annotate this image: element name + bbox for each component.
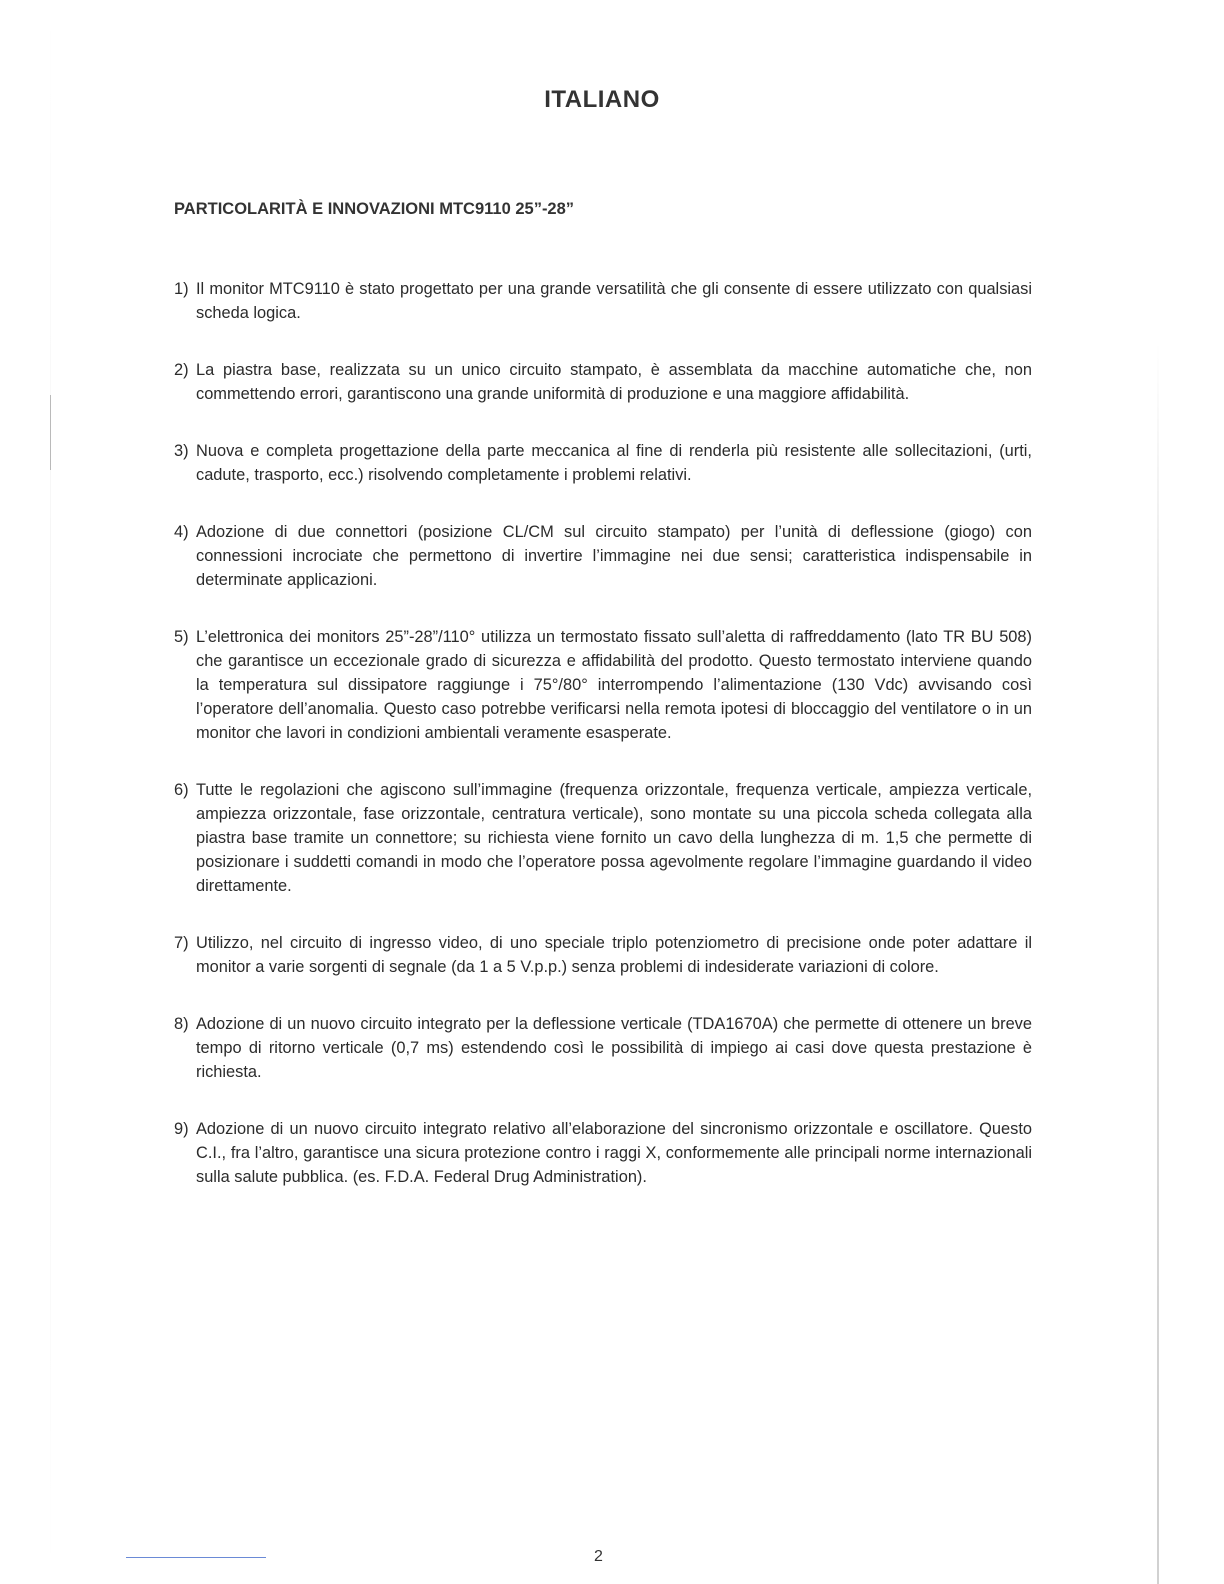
list-item [174,520,1032,592]
page-title: ITALIANO [544,86,660,113]
list-item [174,1012,1032,1084]
item-number: 9) [174,1120,189,1138]
item-number: 5) [174,628,189,646]
item-text: Nuova e completa progettazione della parte meccanica al fine di renderla più resistente alle sollecitazioni, (urti, cadute, trasporto, ecc.) risolvendo completamente i problemi relativi. [196,442,1032,484]
item-text: L’elettronica dei monitors 25”-28”/110° utilizza un termostato fissato sull’aletta di raffreddamento (lato TR BU 508) che garantisce un eccezionale grado di sicurezza e affidabilità del prodotto. Questo termostato interviene quando la temperatura sul dissipatore raggiunge i 75°/80° interrompendo l’alimentazione (130 Vdc) avvisando così l’operatore dell’anomalia. Questo caso potrebbe verificarsi nella remota ipotesi di bloccaggio del ventilatore o in un monitor che lavori in condizioni ambientali veramente esasperate. [196,628,1032,742]
item-text: Adozione di due connettori (posizione CL/CM sul circuito stampato) per l’unità di deflessione (giogo) con connessioni incrociate che permettono di invertire l’immagine nei due sensi; caratteristica indispensabile in determinate applicazioni. [196,523,1032,589]
item-number: 3) [174,442,189,460]
list-item [174,778,1032,898]
scan-mark-left [50,395,51,470]
item-text: Tutte le regolazioni che agiscono sull’immagine (frequenza orizzontale, frequenza verticale, ampiezza verticale, ampiezza orizzontale, fase orizzontale, centratura verticale), sono montate su una piccola scheda collegata alla piastra base tramite un connettore; su richiesta viene fornito un cavo della lunghezza di m. 1,5 che permette di posizionare i suddetti comandi in modo che l’operatore possa agevolmente regolare l’immagine guardando il video direttamente. [196,781,1032,895]
list-item [174,439,1032,487]
list-item [174,931,1032,979]
item-number: 4) [174,523,189,541]
feature-list [174,277,1032,1222]
item-number: 1) [174,280,189,298]
list-item [174,1117,1032,1189]
item-text: Adozione di un nuovo circuito integrato relativo all’elaborazione del sincronismo orizzontale e oscillatore. Questo C.I., fra l’altro, garantisce una sicura protezione contro i raggi X, conformemente alle principali norme internazionali sulla salute pubblica. (es. F.D.A. Federal Drug Administration). [196,1120,1032,1186]
footer-rule [126,1557,266,1558]
page-number: 2 [594,1548,603,1565]
item-number: 2) [174,361,189,379]
item-text: Utilizzo, nel circuito di ingresso video, di uno speciale triplo potenziometro di precisione onde poter adattare il monitor a varie sorgenti di segnale (da 1 a 5 V.p.p.) senza problemi di indesiderate variazioni di colore. [196,934,1032,976]
item-text: La piastra base, realizzata su un unico circuito stampato, è assemblata da macchine automatiche che, non commettendo errori, garantiscono una grande uniformità di produzione e una maggiore affidabilità. [196,361,1032,403]
section-heading: PARTICOLARITÀ E INNOVAZIONI MTC9110 25”-28” [174,200,575,218]
item-number: 7) [174,934,189,952]
scan-edge-right [1157,340,1159,1584]
list-item [174,625,1032,745]
item-number: 6) [174,781,189,799]
item-number: 8) [174,1015,189,1033]
list-item [174,358,1032,406]
list-item [174,277,1032,325]
item-text: Adozione di un nuovo circuito integrato per la deflessione verticale (TDA1670A) che permette di ottenere un breve tempo di ritorno verticale (0,7 ms) estendendo così le possibilità di impiego ai casi dove questa prestazione è richiesta. [196,1015,1032,1081]
scan-edge-left [50,0,51,1584]
item-text: Il monitor MTC9110 è stato progettato per una grande versatilità che gli consente di essere utilizzato con qualsiasi scheda logica. [196,280,1032,322]
